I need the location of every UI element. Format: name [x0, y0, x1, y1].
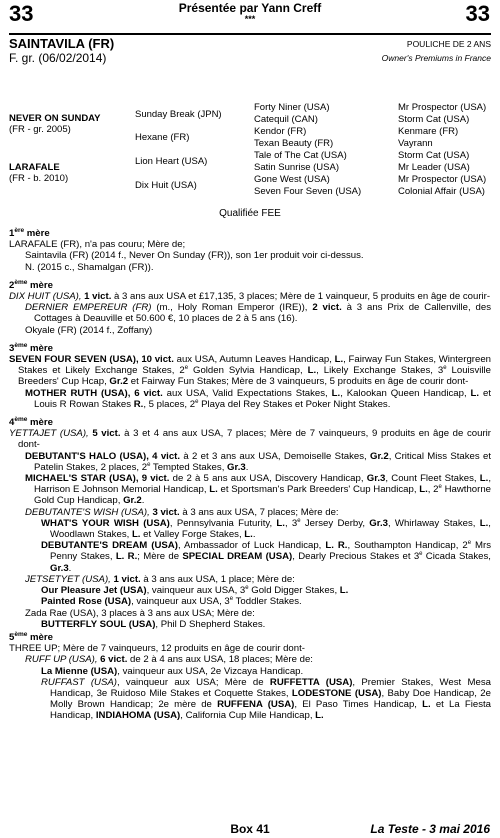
m4-line-c: MICHAEL'S STAR (USA), 9 vict. de 2 à 5 ans aux USA, Discovery Handicap, Gr.3, Count Fleet Stakes, L., Harrison E Johnson Memorial Handicap, L. et Sportsman's Park Breeders' Cup Handicap, L., 2e Hawthorne Gold Cup Handicap, Gr.2.: [25, 473, 491, 507]
pedigree-gen3-8: Seven Four Seven (USA): [254, 186, 362, 197]
pedigree-gen4-2: Storm Cat (USA): [398, 114, 470, 125]
box-number: Box 41: [230, 822, 270, 836]
lot-number-left: 33: [9, 1, 34, 26]
m4-line-k: BUTTERFLY SOUL (USA), Phil D Shepherd Stakes.: [41, 618, 266, 630]
m2-line-b: DERNIER EMPEREUR (FR) (m., Holy Roman Emperor (IRE)), 2 vict. à 3 ans Prix de Callenville, des Cottages à Deauville et 50.600 €, 10 places de 2 à 5 ans (16).: [25, 302, 491, 325]
venue-date: La Teste - 3 mai 2016: [370, 822, 490, 836]
pedigree-gen4-7: Mr Prospector (USA): [398, 174, 487, 185]
m4-line-e: WHAT'S YOUR WISH (USA), Pennsylvania Futurity, L., 3e Jersey Derby, Gr.3, Whirlaway Stakes, L., Woodlawn Stakes, L. et Valley Forge Stakes, L..: [41, 517, 491, 541]
lot-number-right: 33: [465, 1, 490, 26]
presenter-line: Présentée par Yann Creff: [178, 1, 322, 15]
pedigree-sire-info: (FR - gr. 2005): [9, 124, 71, 135]
pedigree-gen3-2: Catequil (CAN): [254, 114, 318, 125]
pedigree-gen2-1: Sunday Break (JPN): [135, 109, 222, 120]
sex-age-label: POULICHE DE 2 ANS: [406, 39, 491, 49]
stars-rating: ***: [244, 14, 256, 24]
page-header: [0, 0, 500, 36]
m5-line-c: La Mienne (USA), vainqueur aux USA, 2e Vizcaya Handicap.: [41, 665, 304, 677]
m4-line-b: DEBUTANT'S HALO (USA), 4 vict. à 2 et 3 ans aux USA, Demoiselle Stakes, Gr.2, Critical Miss Stakes et Patelin Stakes, 2 places, 2e Tempted Stakes, Gr.3.: [25, 450, 491, 473]
m4-line-h: Our Pleasure Jet (USA), vainqueur aux USA, 3e Gold Digger Stakes, L.: [41, 584, 349, 597]
m4-line-a: YETTAJET (USA), 5 vict. à 3 et 4 ans aux USA, 7 places; Mère de 7 vainqueurs, 9 produits en âge de courir dont-: [9, 428, 491, 451]
m5-line-a: THREE UP; Mère de 7 vainqueurs, 12 produits en âge de courir dont-: [9, 643, 305, 655]
owners-premiums-label: Owner's Premiums in France: [381, 53, 491, 63]
heading-1ere-mere: 1ère mère: [9, 226, 50, 239]
pedigree-gen3-3: Kendor (FR): [254, 126, 307, 137]
m4-line-g: JETSETYET (USA), 1 vict. à 3 ans aux USA, 1 place; Mère de:: [25, 573, 295, 585]
pedigree-gen4-1: Mr Prospector (USA): [398, 102, 487, 113]
pedigree-dam-info: (FR - b. 2010): [9, 173, 69, 184]
sire-name: NEVER ON SUNDAY: [9, 113, 101, 124]
heading-5eme-mere: 5ème mère: [9, 630, 53, 643]
m1-line-b: Saintavila (FR) (2014 f., Never On Sunday (FR)), son 1er produit voir ci-dessus.: [25, 250, 364, 262]
m2-line-a: DIX HUIT (USA), 1 vict. à 3 ans aux USA et £17,135, 3 places; Mère de 1 vainqueur, 5 produits en âge de courir-: [9, 291, 491, 303]
pedigree-gen3-6: Satin Sunrise (USA): [254, 162, 340, 173]
m1-line-c: N. (2015 c., Shamalgan (FR)).: [25, 261, 154, 273]
pedigree-gen4-6: Mr Leader (USA): [398, 162, 470, 173]
pedigree-dam: [9, 163, 60, 173]
m4-line-d: DEBUTANTE'S WISH (USA), 3 vict. à 3 ans aux USA, 7 places; Mère de:: [25, 506, 339, 518]
m5-line-d: RUFFAST (USA), vainqueur aux USA; Mère de RUFFETTA (USA), Premier Stakes, West Mesa Handicap, 3e Ruidoso Mile Stakes et Coquette Stakes, LODESTONE (USA), Baby Doe Handicap, 2e Molly Brown Handicap; 2e mère de RUFFENA (USA), El Paso Times Handicap, L. et La Fiesta Handicap, INDIAHOMA (USA), California Cup Mile Handicap, L.: [41, 676, 492, 722]
m4-line-i: Painted Rose (USA), vainqueur aux USA, 3e Toddler Stakes.: [41, 596, 302, 608]
m2-line-c: Okyale (FR) (2014 f., Zoffany): [25, 324, 153, 336]
m3-line-b: MOTHER RUTH (USA), 6 vict. aux USA, Valid Expectations Stakes, L., Kalookan Queen Handicap, L. et Louis R Rowan Stakes R., 5 places, 2e Playa del Rey Stakes et Poker Night Stakes.: [25, 387, 491, 410]
heading-4eme-mere: 4ème mère: [9, 415, 53, 429]
pedigree-gen2-4: Dix Huit (USA): [135, 180, 197, 191]
pedigree-gen3-5: Tale of The Cat (USA): [254, 150, 347, 161]
heading-2eme-mere: 2ème mère: [9, 278, 53, 291]
horse-name: SAINTAVILA (FR): [9, 36, 115, 51]
pedigree-gen2-2: Hexane (FR): [135, 132, 190, 143]
pedigree-gen4-4: Vayrann: [398, 138, 433, 149]
m3-line-a: SEVEN FOUR SEVEN (USA), 10 vict. aux USA, Autumn Leaves Handicap, L., Fairway Fun Stakes, Wintergreen Stakes et Likely Exchange Stakes, 2e Golden Sylvia Handicap, L., Likely Exchange Stakes, 3e Louisville Breeders' Cup Hcap, Gr.2 et Fairway Fun Stakes; Mère de 3 vainqueurs, 5 produits en âge de courir dont-: [9, 354, 491, 388]
dam-line-text: [9, 228, 491, 722]
qualification-note: Qualifiée FEE: [219, 208, 281, 219]
pedigree-gen2-3: Lion Heart (USA): [135, 156, 208, 167]
dam-name: LARAFALE: [9, 162, 60, 173]
m4-line-f: DEBUTANTE'S DREAM (USA), Ambassador of Luck Handicap, L. R., Southampton Handicap, 2e Mrs Penny Stakes, L. R.; Mère de SPECIAL DREAM (USA), Dearly Precious Stakes et 3e Cicada Stakes, Gr.3.: [41, 540, 492, 574]
header-divider: [9, 33, 491, 35]
pedigree-gen4-5: Storm Cat (USA): [398, 150, 470, 161]
horse-info: F. gr. (06/02/2014): [9, 51, 107, 65]
heading-3eme-mere: 3ème mère: [9, 341, 53, 354]
m4-line-j: Zada Rae (USA), 3 places à 3 ans aux USA; Mère de:: [25, 607, 255, 619]
pedigree-gen3-7: Gone West (USA): [254, 174, 330, 185]
m1-line-a: LARAFALE (FR), n'a pas couru; Mère de;: [9, 239, 186, 251]
pedigree-gen4-3: Kenmare (FR): [398, 126, 459, 137]
pedigree-sire: [9, 114, 101, 124]
m5-line-b: RUFF UP (USA), 6 vict. de 2 à 4 ans aux USA, 18 places; Mère de:: [25, 654, 313, 666]
pedigree-gen3-4: Texan Beauty (FR): [254, 138, 334, 149]
pedigree-gen3-1: Forty Niner (USA): [254, 102, 330, 113]
pedigree-gen4-8: Colonial Affair (USA): [398, 186, 485, 197]
